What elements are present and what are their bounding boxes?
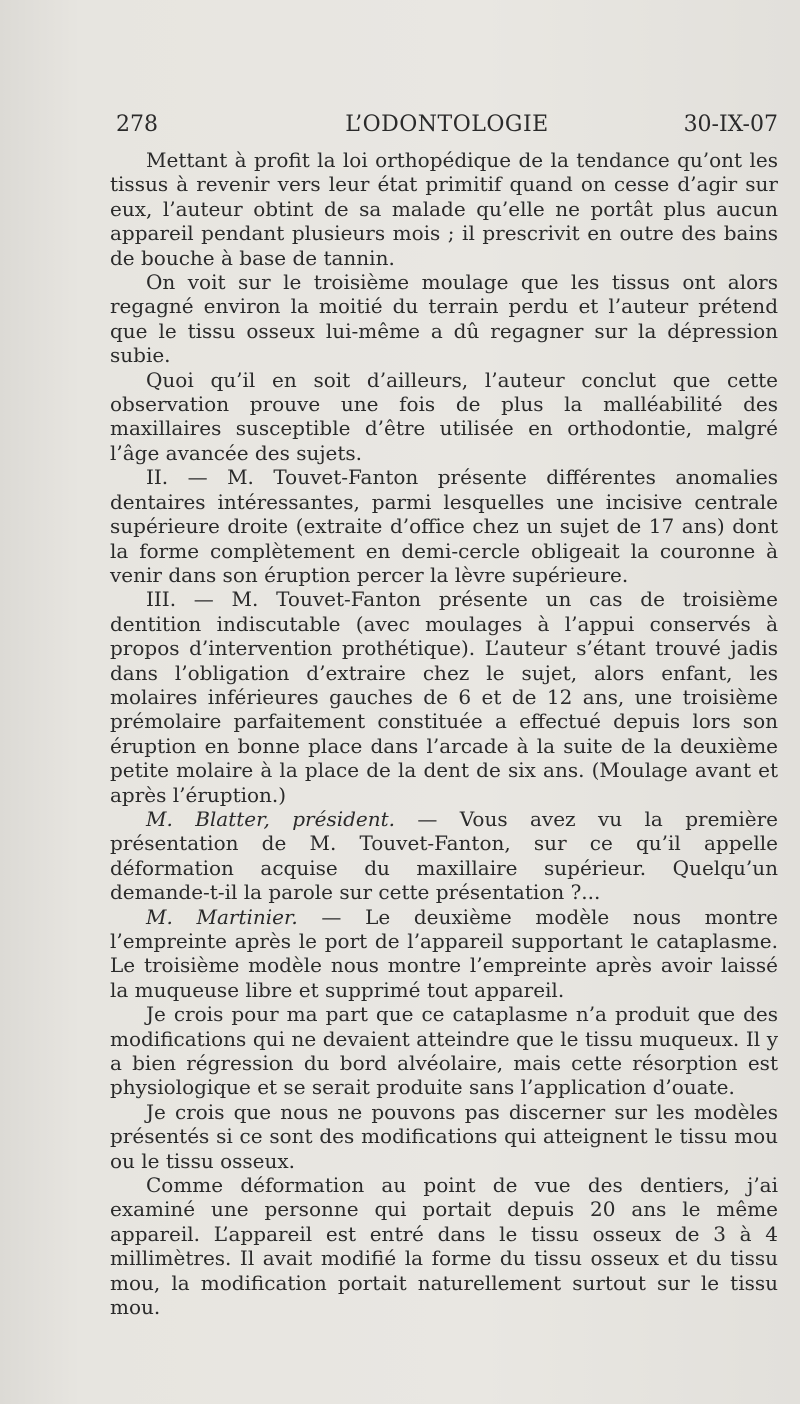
paragraph-orthopedic-law: Mettant à profit la loi orthopédique de la tendance qu’ont les tissus à revenir vers leur état primitif quand on cesse d’agir sur eux, l’auteur obtint de sa malade qu’elle ne portât plus aucun appareil pendant plusieurs mois ; il prescrivit en outre des bains de bouche à base de tannin. [110,148,778,270]
paragraph-martinier-remark: M. Martinier. — Le deuxième modèle nous montre l’empreinte après le port de l’appareil supportant le cataplasme. Le troisième modèle nous montre l’empreinte après avoir laissé la muqueuse libre et supprimé tout appareil. [110,904,778,1002]
running-title: L’ODONTOLOGIE [345,112,549,137]
paragraph-anomalies: II. — M. Touvet-Fanton présente différentes anomalies dentaires intéressantes, parmi lesquelles une incisive centrale supérieure droite (extraite d’office chez un sujet de 17 ans) dont la forme complètement en demi-cercle obligeait la couronne à venir dans son éruption percer la lèvre supérieure. [110,465,778,587]
paragraph-third-cast: On voit sur le troisième moulage que les tissus ont alors regagné environ la moitié du terrain perdu et l’auteur prétend que le tissu osseux lui-même a dû regagner sur la dépression subie. [110,270,778,368]
paragraph-blatter-remark: M. Blatter, président. — Vous avez vu la première présentation de M. Touvet-Fanton, sur ce qu’il appelle déformation acquise du maxillaire supérieur. Quelqu’un demande-t-il la parole sur cette présentation ?... [110,806,778,905]
issue-date: 30-IX-07 [683,112,778,137]
paragraph-dentures: Comme déformation au point de vue des dentiers, j’ai examiné une personne qui portait depuis 20 ans le même appareil. L’appareil est entré dans le tissu osseux de 3 à 4 millimètres. Il avait modifié la forme du tissu osseux et du tissu mou, la modification portait naturellement surtout sur le tissu mou. [110,1173,778,1320]
article-body [110,148,778,1320]
page-number: 278 [116,112,158,137]
speaker-martinier: M. Martinier. [146,904,298,929]
paragraph-cataplasm: Je crois pour ma part que ce cataplasme n’a produit que des modifications qui ne devaient atteindre que le tissu muqueux. Il y a bien régression du bord alvéolaire, mais cette résorption est physiologique et se serait produite sans l’application d’ouate. [110,1002,778,1100]
paragraph-third-dentition: III. — M. Touvet-Fanton présente un cas de troisième dentition indiscutable (avec moulages à l’appui conservés à propos d’intervention prothétique). L’auteur s’étant trouvé jadis dans l’obligation d’extraire chez le sujet, alors enfant, les molaires inférieures gauches de 6 et de 12 ans, une troisième prémolaire parfaitement constituée a effectué depuis lors son éruption en bonne place dans l’arcade à la suite de la deuxième petite molaire à la place de la dent de six ans. (Moulage avant et après l’éruption.) [110,587,778,807]
speaker-blatter: M. Blatter, président. [146,806,396,831]
paragraph-conclusion: Quoi qu’il en soit d’ailleurs, l’auteur conclut que cette observation prouve une fois de plus la malléabilité des maxillaires susceptible d’être utilisée en orthodontie, malgré l’âge avancée des sujets. [110,367,778,465]
paragraph-discern-models: Je crois que nous ne pouvons pas discerner sur les modèles présentés si ce sont des modifications qui atteignent le tissu mou ou le tissu osseux. [110,1099,778,1173]
page-header [116,110,778,140]
